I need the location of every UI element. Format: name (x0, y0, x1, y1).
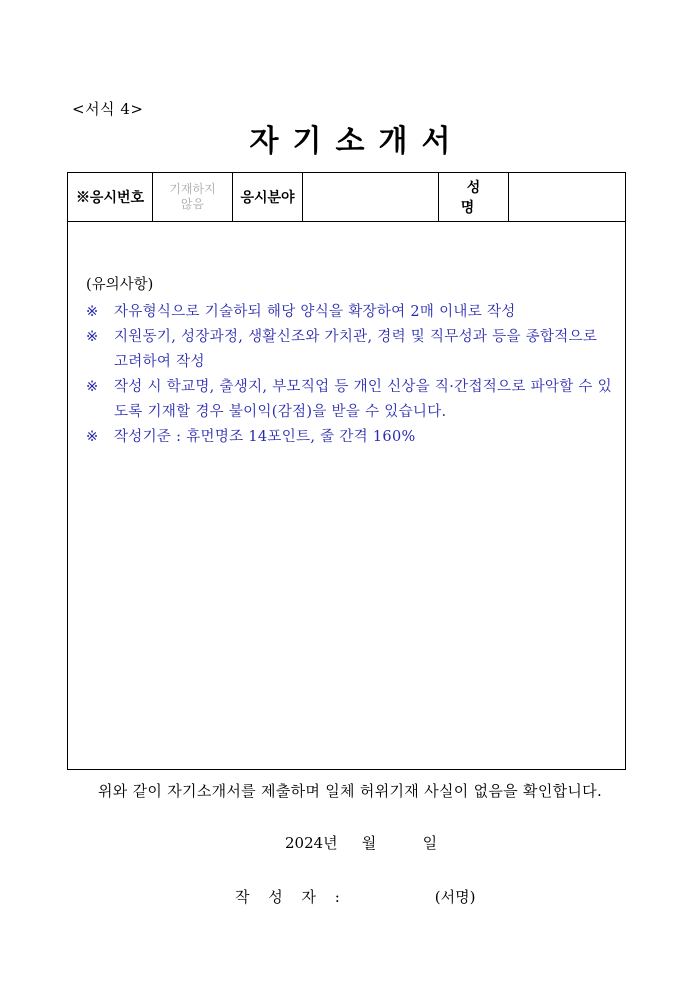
note-item (86, 375, 616, 425)
exam-number-cell (153, 173, 233, 221)
application-field-label: 응시분야 (233, 173, 303, 221)
reference-mark-icon: ※ (86, 379, 99, 395)
signer-label: 작 성 자 : (235, 888, 347, 906)
note-item (86, 425, 616, 450)
date-month: 월 (361, 834, 377, 852)
date-year: 2024년 (285, 834, 338, 852)
note-text: 자유형식으로 기술하되 해당 양식을 확장하여 2매 이내로 작성 (114, 304, 516, 320)
document-title: 자기소개서 (249, 124, 465, 159)
date-line (285, 832, 437, 853)
date-day: 일 (422, 834, 438, 852)
declaration-text: 위와 같이 자기소개서를 제출하며 일체 허위기재 사실이 없음을 확인합니다. (97, 782, 603, 800)
note-item (86, 300, 616, 325)
name-label: 성 명 (439, 173, 509, 221)
exam-number-placeholder: 기재하지 않음 (169, 182, 216, 211)
signer-line (235, 886, 475, 907)
notes-heading: (유의사항) (86, 277, 154, 293)
note-text: 작성 시 학교명, 출생지, 부모직업 등 개인 신상을 직·간접적으로 파악할 수 있도록 기재할 경우 불이익(감점)을 받을 수 있습니다. (114, 379, 612, 420)
self-introduction-form (67, 172, 626, 770)
reference-mark-icon: ※ (86, 429, 99, 445)
signature-mark: (서명) (434, 888, 476, 906)
application-field-input[interactable] (303, 173, 439, 221)
form-header-row (68, 173, 625, 222)
note-text: 작성기준 : 휴먼명조 14포인트, 줄 간격 160% (114, 429, 416, 445)
reference-mark-icon: ※ (86, 304, 99, 320)
writing-area[interactable] (86, 273, 616, 450)
form-number-label: <서식 4> (72, 100, 144, 118)
note-text: 지원동기, 성장과정, 생활신조와 가치관, 경력 및 직무성과 등을 종합적으로 고려하여 작성 (114, 329, 598, 370)
reference-mark-icon: ※ (86, 329, 99, 345)
exam-number-label: ※응시번호 (68, 173, 153, 221)
note-item (86, 325, 616, 375)
name-input[interactable] (509, 173, 625, 221)
